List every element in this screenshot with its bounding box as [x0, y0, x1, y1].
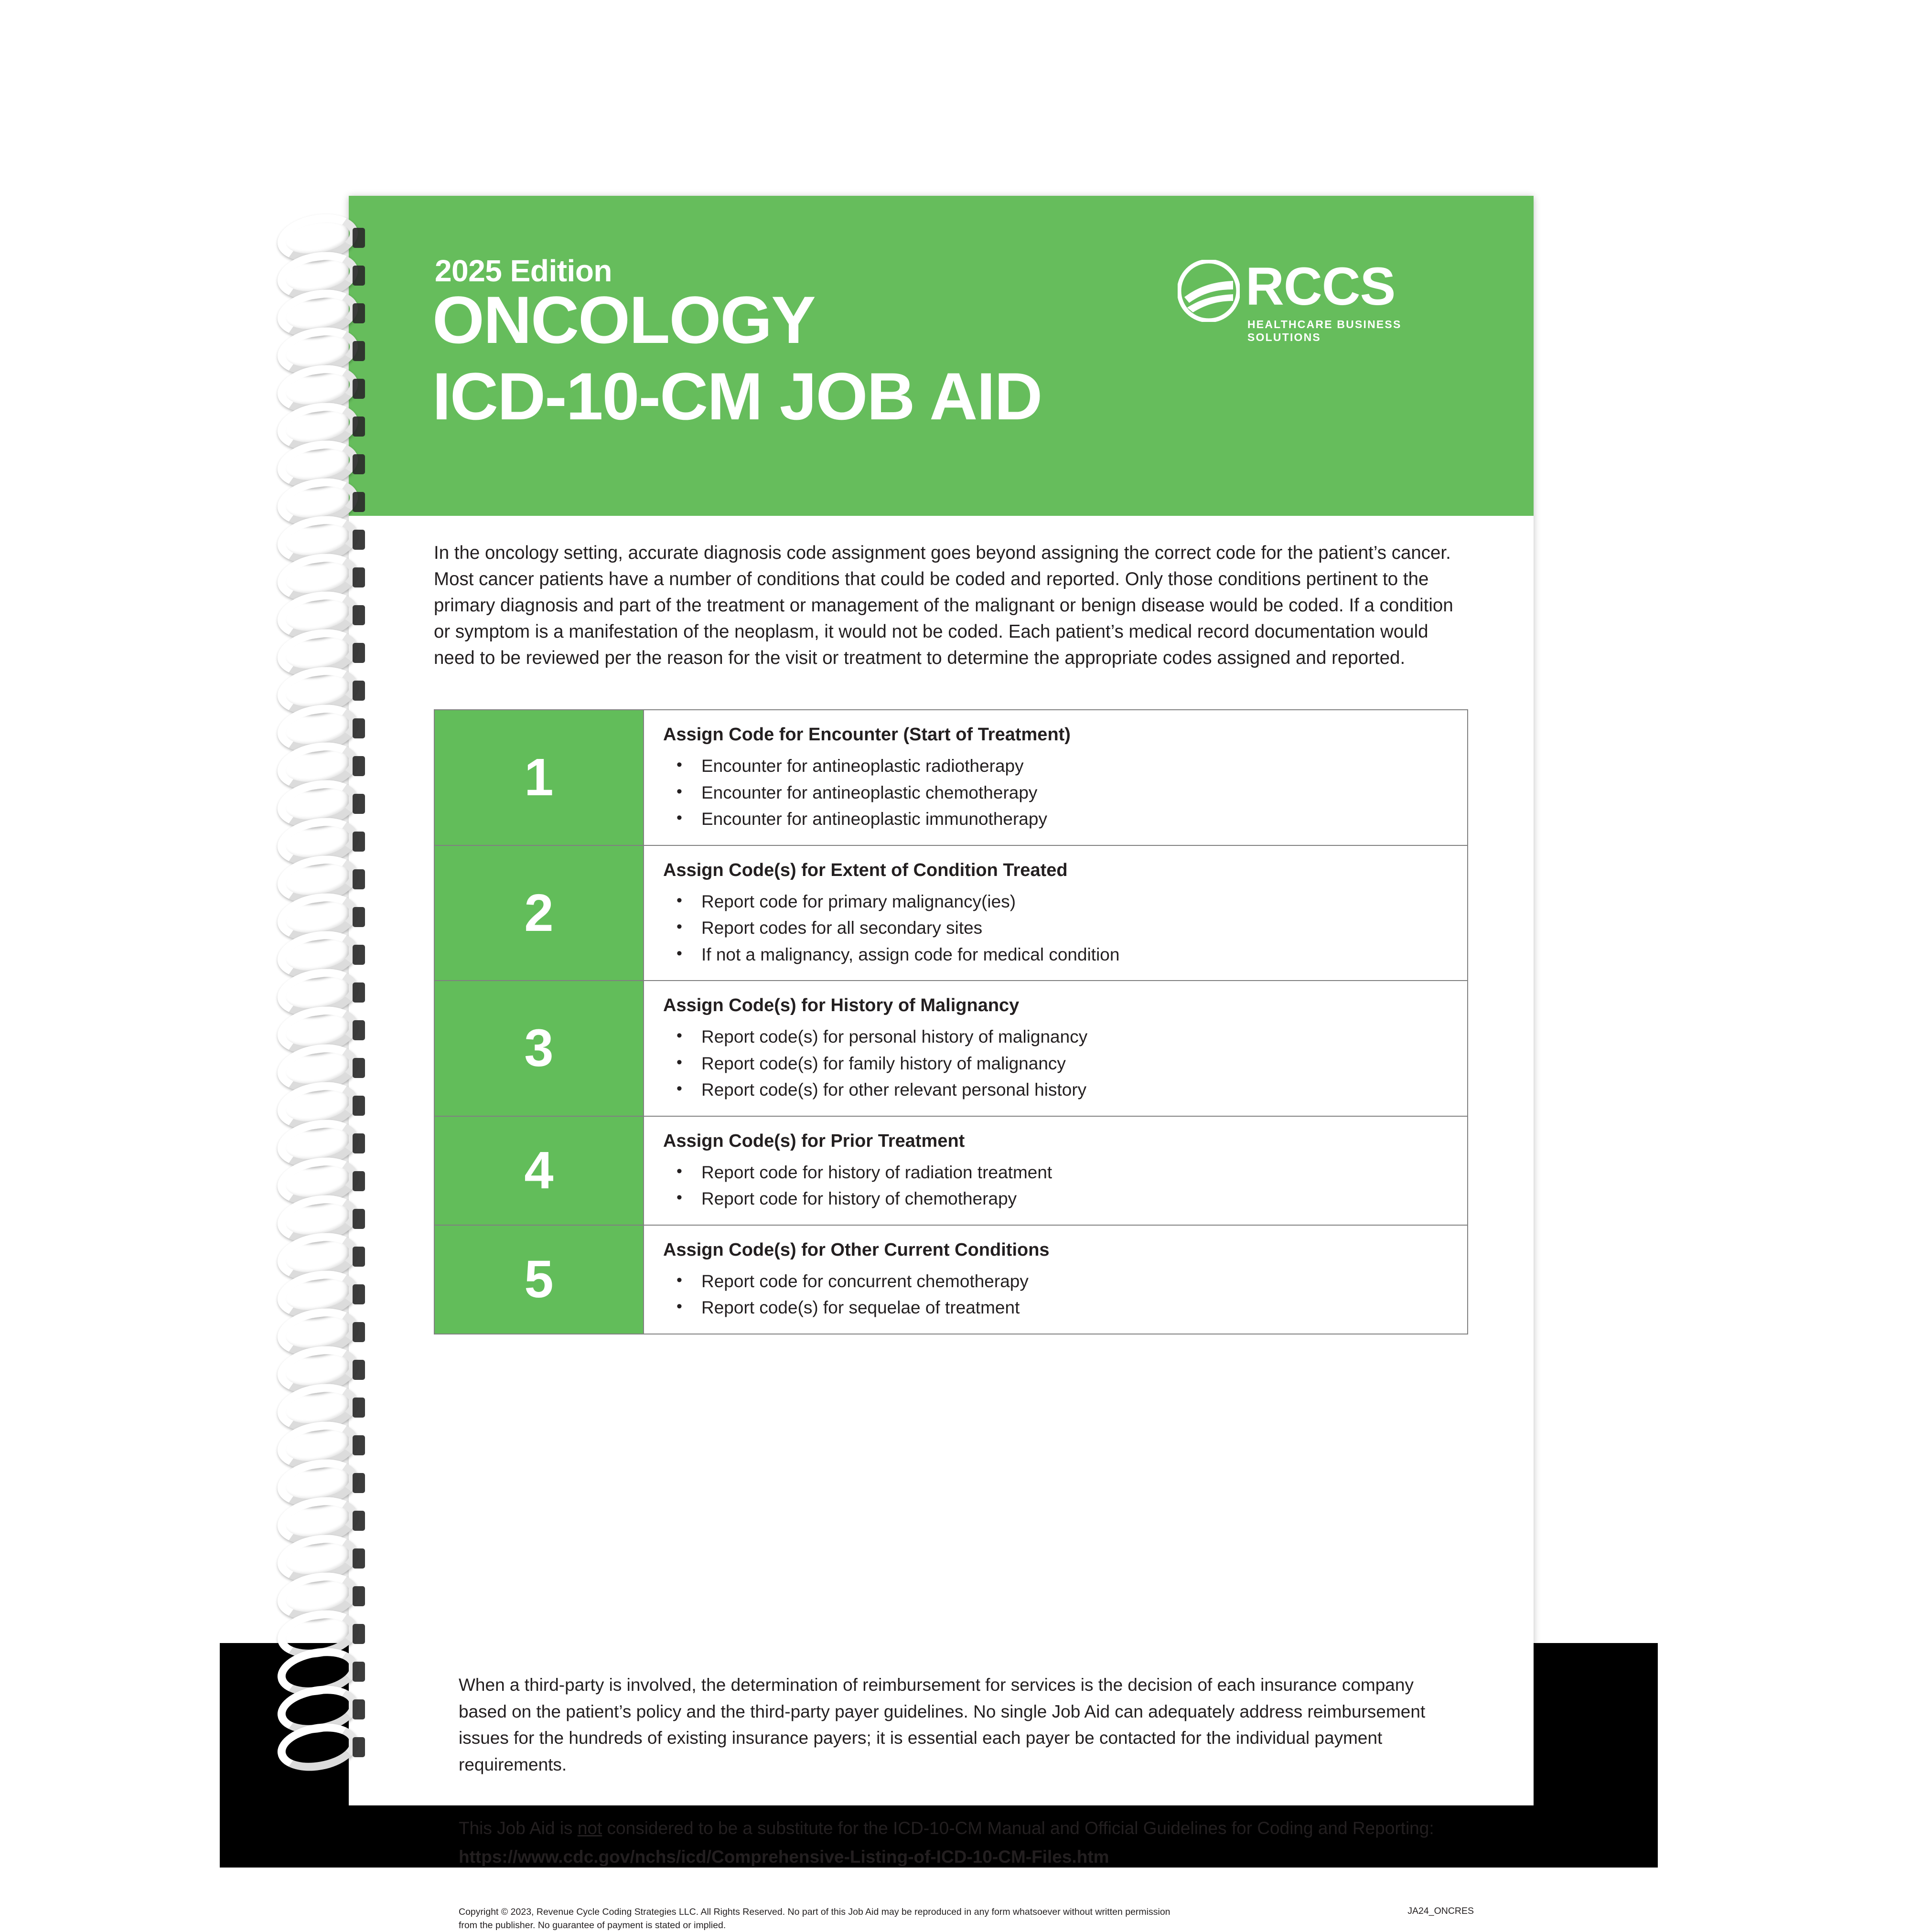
punch-hole	[353, 1473, 365, 1493]
punch-hole	[353, 1624, 365, 1644]
punch-hole	[353, 1020, 365, 1040]
punch-hole	[353, 454, 365, 474]
punch-hole	[353, 1322, 365, 1342]
punch-hole	[353, 1511, 365, 1531]
edition-label: 2025 Edition	[435, 254, 612, 288]
step-title: Assign Code(s) for Prior Treatment	[663, 1131, 965, 1151]
page-header-band	[349, 196, 1534, 516]
punch-hole	[353, 1586, 365, 1606]
punch-hole	[353, 228, 365, 248]
punch-hole	[353, 1133, 365, 1153]
disclaimer-emphasis: not	[577, 1818, 602, 1838]
punch-hole	[353, 869, 365, 889]
list-item: • Report codes for all secondary sites	[663, 915, 1467, 941]
punch-hole	[353, 643, 365, 663]
step-bullet-list	[663, 1268, 1467, 1321]
disclaimer-text-pre: This Job Aid is	[459, 1818, 578, 1838]
step-title: Assign Code(s) for History of Malignancy	[663, 995, 1020, 1015]
list-item: • Report code(s) for personal history of malignancy	[663, 1024, 1467, 1050]
rccs-logo	[1178, 257, 1474, 348]
punch-hole	[353, 1247, 365, 1267]
step-number: 2	[435, 846, 644, 981]
punch-hole	[353, 718, 365, 738]
list-item: • If not a malignancy, assign code for medical condition	[663, 941, 1467, 968]
punch-hole	[353, 1398, 365, 1418]
page-title-line-1: ONCOLOGY	[432, 282, 815, 357]
punch-hole	[353, 1360, 365, 1380]
job-aid-page	[349, 196, 1534, 1931]
punch-hole	[353, 982, 365, 1003]
table-row	[435, 846, 1467, 982]
punch-hole	[353, 756, 365, 776]
punch-hole	[353, 1209, 365, 1229]
list-item: • Report code(s) for family history of malignancy	[663, 1050, 1467, 1077]
punch-hole	[353, 945, 365, 965]
list-item: • Report code for history of radiation treatment	[663, 1159, 1467, 1186]
step-bullet-list	[663, 888, 1467, 968]
table-row	[435, 1226, 1467, 1334]
cdc-icd10-link[interactable]: https://www.cdc.gov/nchs/icd/Comprehensive-Listing-of-ICD-10-CM-Files.htm	[459, 1847, 1109, 1867]
punch-hole	[353, 1435, 365, 1455]
rccs-logo-subtext: HEALTHCARE BUSINESS SOLUTIONS	[1247, 318, 1402, 343]
punch-hole	[353, 416, 365, 437]
punch-hole	[353, 832, 365, 852]
disclaimer-text-post: considered to be a substitute for the ICD-10-CM Manual and Official Guidelines for Coding and Reporting:	[602, 1818, 1434, 1838]
punch-hole	[353, 1662, 365, 1682]
list-item: • Encounter for antineoplastic radiotherapy	[663, 753, 1467, 779]
table-row	[435, 1117, 1467, 1226]
punch-hole	[353, 605, 365, 625]
list-item: • Report code for history of chemotherapy	[663, 1185, 1467, 1212]
step-number: 4	[435, 1117, 644, 1225]
punch-hole	[353, 681, 365, 701]
step-number: 1	[435, 710, 644, 845]
spiral-binding	[225, 167, 368, 1791]
punch-hole	[353, 1058, 365, 1078]
intro-paragraph: In the oncology setting, accurate diagnosis code assignment goes beyond assigning the correct code for the patient’s cancer. Most cancer patients have a number of conditions that could be coded and reported. Only those conditions pertinent to the primary diagnosis and part of the treatment or management of the malignant or benign disease would be coded. If a condition or symptom is a manifestation of the neoplasm, it would not be coded. Each patient’s medical record documentation would need to be reviewed per the reason for the visit or treatment to determine the appropriate codes assigned and reported.	[434, 543, 1453, 669]
punch-hole	[353, 341, 365, 361]
punch-hole	[353, 567, 365, 587]
step-bullet-list	[663, 1159, 1467, 1212]
punch-hole	[353, 1548, 365, 1569]
third-party-note: When a third-party is involved, the determination of reimbursement for services is the decision of each insurance company based on the patient’s policy and the third-party payer guidelines. No single Job Aid can adequately address reimbursement issues for the hundreds of existing insurance payers; it is essential each payer be contacted for the individual payment requirements.	[459, 1675, 1426, 1774]
list-item: • Encounter for antineoplastic immunotherapy	[663, 806, 1467, 833]
list-item: • Report code for concurrent chemotherapy	[663, 1268, 1467, 1295]
punch-hole	[353, 530, 365, 550]
job-aid-booklet	[225, 167, 1534, 1931]
copyright-text: Copyright © 2023, Revenue Cycle Coding Strategies LLC. All Rights Reserved. No part of this Job Aid may be reproduced in any form whatsoever without written permission from the publisher. No guarantee of payment is stated or implied.	[459, 1907, 1170, 1931]
step-content	[644, 981, 1467, 1116]
step-content	[644, 710, 1467, 845]
rccs-swoosh-icon	[1178, 260, 1240, 322]
list-item: • Report code(s) for sequelae of treatment	[663, 1294, 1467, 1321]
document-code: JA24_ONCRES	[1407, 1906, 1474, 1916]
list-item: • Encounter for antineoplastic chemotherapy	[663, 779, 1467, 806]
punch-hole	[353, 907, 365, 927]
step-content	[644, 1226, 1467, 1334]
punch-hole	[353, 1737, 365, 1757]
step-title: Assign Code(s) for Other Current Conditions	[663, 1239, 1050, 1260]
punch-hole	[353, 303, 365, 323]
rccs-logo-text: RCCS	[1245, 256, 1396, 316]
table-row	[435, 981, 1467, 1117]
list-item: • Report code for primary malignancy(ies)	[663, 888, 1467, 915]
step-bullet-list	[663, 753, 1467, 833]
punch-hole	[353, 379, 365, 399]
steps-table	[434, 709, 1468, 1334]
step-bullet-list	[663, 1024, 1467, 1103]
step-number: 3	[435, 981, 644, 1116]
disclaimer-note	[459, 1815, 1471, 1870]
table-row	[435, 710, 1467, 846]
step-number: 5	[435, 1226, 644, 1334]
step-content	[644, 846, 1467, 981]
step-content	[644, 1117, 1467, 1225]
punch-hole	[353, 1284, 365, 1304]
punch-hole	[353, 1096, 365, 1116]
step-title: Assign Code for Encounter (Start of Treatment)	[663, 725, 1071, 745]
punch-hole	[353, 266, 365, 286]
step-title: Assign Code(s) for Extent of Condition Treated	[663, 860, 1068, 880]
punch-hole	[353, 492, 365, 512]
punch-hole	[353, 1699, 365, 1719]
page-title-line-2: ICD-10-CM JOB AID	[432, 359, 1042, 434]
punch-hole	[353, 1171, 365, 1191]
list-item: • Report code(s) for other relevant personal history	[663, 1077, 1467, 1103]
punch-hole	[353, 794, 365, 814]
